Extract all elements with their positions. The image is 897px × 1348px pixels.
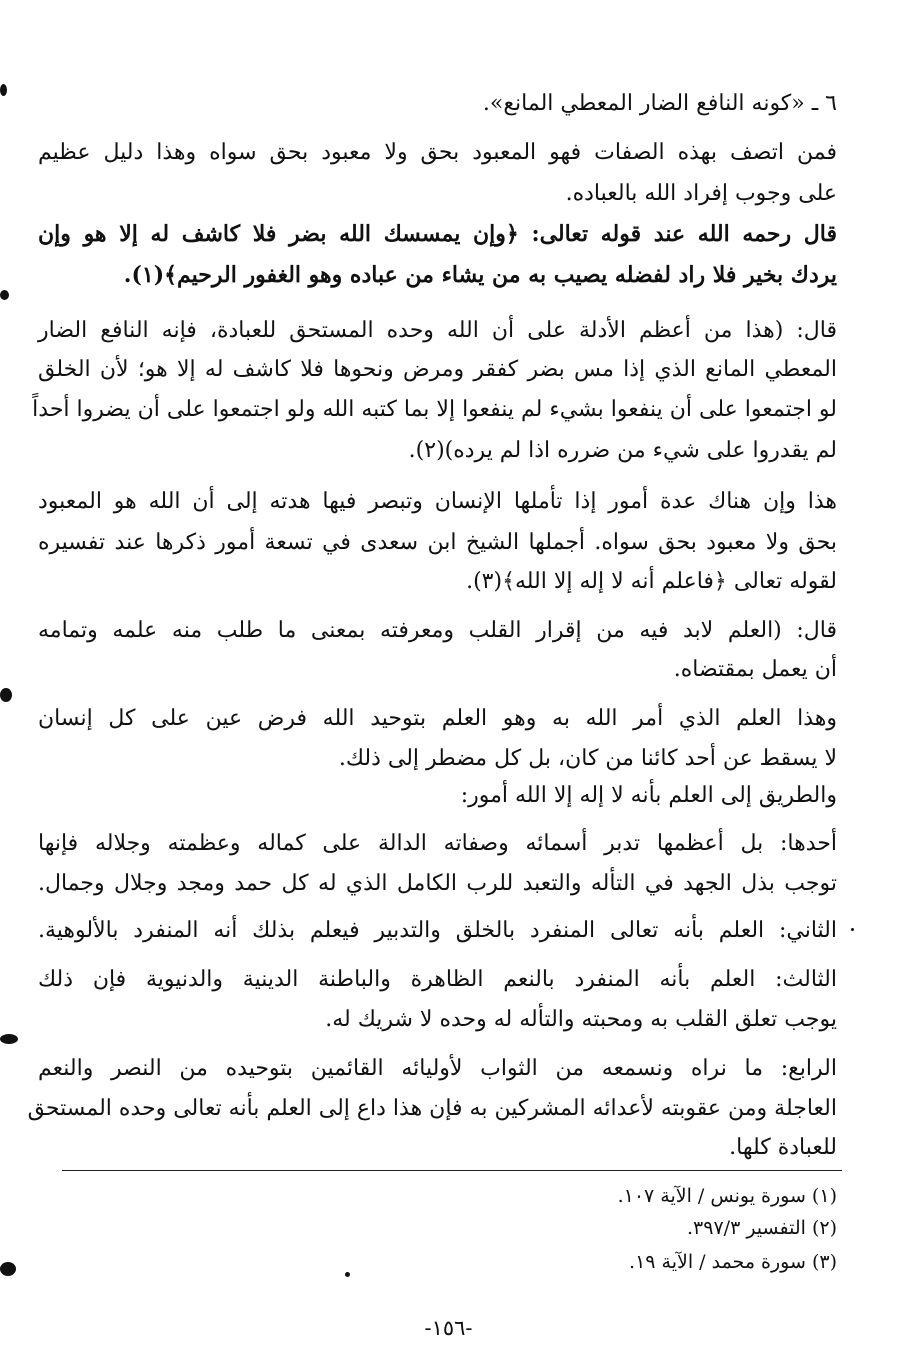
body-line: هذا وإن هناك عدة أمور إذا تأملها الإنسان وتبصر فيها هدته إلى أن الله هو المعبود bbox=[38, 489, 837, 514]
footnote-3: (٣) سورة محمد / الآية ١٩. bbox=[629, 1251, 837, 1273]
body-line: أن يعمل بمقتضاه. bbox=[673, 657, 837, 682]
footnote-1: (١) سورة يونس / الآية ١٠٧. bbox=[617, 1185, 837, 1207]
body-line: قال: (العلم لابد فيه من إقرار القلب ومعرفته بمعنى ما طلب منه علمه وتمامه bbox=[38, 618, 837, 643]
list-item-third: الثالث: العلم بأنه المنفرد بالنعم الظاهرة والباطنة الدينية والدنيوية فإن ذلك bbox=[38, 967, 837, 992]
body-line: لو اجتمعوا على أن ينفعوا بشيء لم ينفعوا إلا بما كتبه الله ولو اجتمعوا على أن يضروا أحداً bbox=[32, 397, 837, 422]
list-item-first: أحدها: بل أعظمها تدبر أسمائه وصفاته الدالة على كماله وعظمته وجلاله فإنها bbox=[38, 831, 837, 856]
footnote-2: (٢) التفسير ٣٩٧/٣. bbox=[687, 1217, 837, 1239]
scan-blot bbox=[0, 1034, 18, 1044]
scan-blot bbox=[0, 1262, 16, 1276]
body-line: على وجوب إفراد الله بالعباده. bbox=[565, 181, 837, 206]
list-item-second: الثاني: العلم بأنه تعالى المنفرد بالخلق والتدبير فيعلم بذلك أنه المنفرد بالألوهية. bbox=[38, 918, 837, 943]
footnote-divider bbox=[62, 1170, 842, 1171]
body-line: لقوله تعالى ﴿فاعلم أنه لا إله إلا الله﴾(٣). bbox=[466, 569, 837, 594]
body-line: توجب بذل الجهد في التأله والتعبد للرب الكامل الذي له كل حمد ومجد وجلال وجمال. bbox=[38, 871, 837, 896]
body-line: قال: (هذا من أعظم الأدلة على أن الله وحده المستحق للعبادة، فإنه النافع الضار bbox=[38, 318, 837, 343]
body-line: يوجب تعلق القلب به ومحبته والتأله له وحده لا شريك له. bbox=[325, 1007, 837, 1032]
body-line: العاجلة ومن عقوبته لأعدائه المشركين به فإن هذا داع إلى العلم بأنه تعالى وحده المستحق bbox=[27, 1096, 837, 1121]
quran-quote-line: يردك بخير فلا راد لفضله يصيب به من يشاء من عباده وهو الغفور الرحيم﴾(١). bbox=[123, 262, 837, 288]
body-line: فمن اتصف بهذه الصفات فهو المعبود بحق ولا معبود بحق سواه وهذا دليل عظيم bbox=[38, 140, 837, 165]
body-line: المعطي المانع الذي إذا مس بضر كفقر ومرض ونحوها فلا كاشف له إلا هو؛ لأن الخلق bbox=[38, 357, 837, 382]
item-heading: ٦ ـ «كونه النافع الضار المعطي المانع». bbox=[482, 91, 837, 116]
scan-blot bbox=[0, 290, 9, 300]
scan-blot bbox=[0, 688, 12, 702]
scan-speck bbox=[851, 928, 854, 931]
page-number: -١٥٦- bbox=[424, 1316, 473, 1340]
quran-quote-line: قال رحمه الله عند قوله تعالى: ﴿وإن يمسسك الله بضر فلا كاشف له إلا هو وإن bbox=[38, 221, 837, 247]
body-line: بحق ولا معبود بحق سواه. أجملها الشيخ ابن سعدى في تسعة أمور ذكرها عند تفسيره bbox=[38, 530, 837, 555]
body-line: وهذا العلم الذي أمر الله به وهو العلم بتوحيد الله فرض عين على كل إنسان bbox=[38, 706, 837, 731]
list-item-fourth: الرابع: ما نراه ونسمعه من الثواب لأوليائه القائمين بتوحيده من النصر والنعم bbox=[38, 1056, 837, 1081]
body-line: لم يقدروا على شيء من ضرره اذا لم يرده)(٢). bbox=[408, 438, 837, 463]
body-line: والطريق إلى العلم بأنه لا إله إلا الله أمور: bbox=[460, 783, 837, 808]
body-line: للعبادة كلها. bbox=[729, 1135, 837, 1160]
body-line: لا يسقط عن أحد كائنا من كان، بل كل مضطر إلى ذلك. bbox=[338, 746, 837, 771]
scan-blot bbox=[0, 84, 7, 96]
scan-speck bbox=[345, 1272, 350, 1277]
